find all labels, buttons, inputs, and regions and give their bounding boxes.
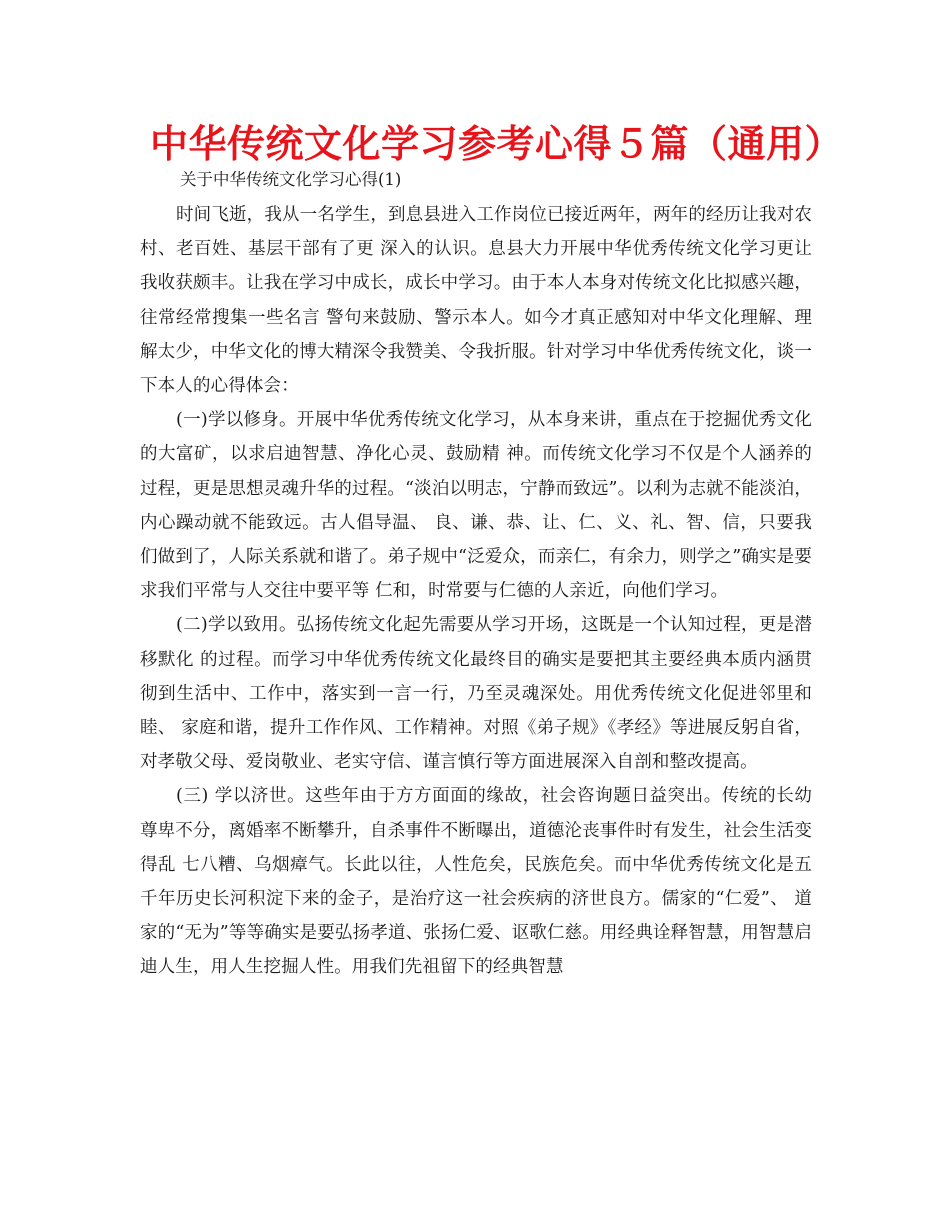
document-body [140,198,812,985]
paragraph-intro: 时间飞逝，我从一名学生，到息县进入工作岗位已接近两年，两年的经历让我对农村、老百姓、基层干部有了更 深入的认识。息县大力开展中华优秀传统文化学习更让我收获颇丰。让我在学习中成长，成长中学习。由于本人本身对传统文化比拟感兴趣，往常经常搜集一些名言 警句来鼓励、警示本人。如今才真正感知对中华文化理解、理解太少，中华文化的博大精深令我赞美、令我折服。针对学习中华优秀传统文化，谈一下本人的心得体会： [140,205,812,397]
document-title: 中华传统文化学习参考心得５篇（通用） [150,122,844,166]
document-subtitle: 关于中华传统文化学习心得(1) [180,170,402,189]
paragraph-section-1: (一)学以修身。开展中华优秀传统文化学习，从本身来讲，重点在于挖掘优秀文化的大富矿，以求启迪智慧、净化心灵、鼓励精 神。而传统文化学习不仅是个人涵养的过程，更是思想灵魂升华的过程。“淡泊以明志，宁静而致远”。以利为志就不能淡泊，内心躁动就不能致远。古人倡导温、 良、谦、恭、让、仁、义、礼、智、信，只要我们做到了，人际关系就和谐了。弟子规中“泛爱众，而亲仁，有余力，则学之”确实是要求我们平常与人交往中要平等 仁和，时常要与仁德的人亲近，向他们学习。 [140,410,812,602]
paragraph-section-3: (三) 学以济世。这些年由于方方面面的缘故，社会咨询题日益突出。传统的长幼尊卑不分，离婚率不断攀升，自杀事件不断曝出，道德沦丧事件时有发生，社会生活变得乱 七八糟、乌烟瘴气。长此以往，人性危矣，民族危矣。而中华优秀传统文化是五千年历史长河积淀下来的金子，是治疗这一社会疾病的济世良方。儒家的“仁爱”、 道家的“无为”等等确实是要弘扬孝道、张扬仁爱、讴歌仁慈。用经典诠释智慧，用智慧启迪人生，用人生挖掘人性。用我们先祖留下的经典智慧 [140,786,812,978]
paragraph-section-2: (二)学以致用。弘扬传统文化起先需要从学习开场，这既是一个认知过程，更是潜移默化 的过程。而学习中华优秀传统文化最终目的确实是要把其主要经典本质内涵贯彻到生活中、工作中，落实到一言一行，乃至灵魂深处。用优秀传统文化促进邻里和睦、 家庭和谐，提升工作作风、工作精神。对照《弟子规》《孝经》等进展反躬自省，对孝敬父母、爱岗敬业、老实守信、谨言慎行等方面进展深入自剖和整改提高。 [140,615,812,773]
